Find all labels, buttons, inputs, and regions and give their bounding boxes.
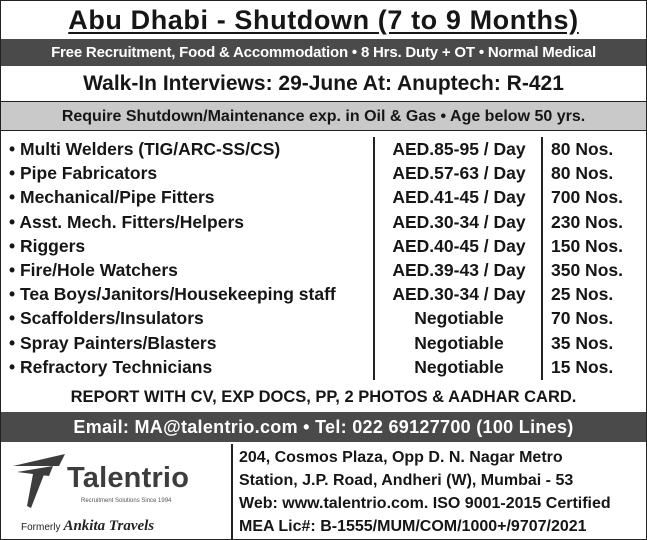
- requirement-bar: Require Shutdown/Maintenance exp. in Oil & Gas • Age below 50 yrs.: [1, 101, 646, 131]
- job-rate: AED.57-63 / Day: [392, 163, 526, 184]
- column-divider: [373, 137, 375, 380]
- walkin-interviews: Walk-In Interviews: 29-June At: Anuptech: R-421: [83, 72, 564, 95]
- job-row: [1, 306, 646, 330]
- job-rate: AED.85-95 / Day: [392, 139, 526, 159]
- job-row: [1, 282, 646, 306]
- column-divider: [541, 137, 543, 380]
- job-quantity: 700 Nos.: [551, 187, 623, 208]
- job-title: • Refractory Technicians: [9, 356, 213, 377]
- address-line: Web: www.talentrio.com. ISO 9001-2015 Certified: [239, 495, 611, 512]
- job-title: • Fire/Hole Watchers: [9, 260, 178, 280]
- ad-title: Abu Dhabi - Shutdown (7 to 9 Months): [68, 5, 579, 35]
- job-quantity: 80 Nos.: [551, 163, 614, 184]
- job-rate: AED.30-34 / Day: [392, 211, 526, 232]
- job-quantity: 35 Nos.: [551, 332, 614, 353]
- job-row: [1, 137, 646, 161]
- job-row: [1, 234, 646, 258]
- address-line: 204, Cosmos Plaza, Opp D. N. Nagar Metro: [239, 449, 563, 466]
- jobs-table: [1, 137, 646, 380]
- job-title: • Multi Welders (TIG/ARC-SS/CS): [9, 139, 281, 159]
- job-quantity: 25 Nos.: [551, 284, 614, 305]
- job-row: [1, 185, 646, 209]
- talentrio-t-logo-icon: [9, 450, 69, 510]
- job-title: • Riggers: [9, 235, 86, 256]
- job-title: • Pipe Fabricators: [9, 163, 158, 184]
- benefits-bar: Free Recruitment, Food & Accommodation • 8 Hrs. Duty + OT • Normal Medical: [1, 39, 646, 66]
- job-quantity: 350 Nos.: [551, 260, 623, 280]
- job-rate: AED.30-34 / Day: [392, 284, 526, 305]
- company-name: Talentrio: [67, 462, 190, 494]
- job-quantity: 150 Nos.: [551, 235, 623, 256]
- job-row: [1, 258, 646, 282]
- job-quantity: 70 Nos.: [551, 308, 614, 329]
- job-quantity: 15 Nos.: [551, 356, 614, 377]
- job-rate: AED.39-43 / Day: [392, 260, 526, 280]
- formerly-note: Formerly Ankita Travels: [21, 518, 155, 534]
- job-row: [1, 210, 646, 234]
- job-title: • Scaffolders/Insulators: [9, 308, 204, 329]
- address-line: MEA Lic#: B-1555/MUM/COM/1000+/9707/2021: [239, 518, 587, 535]
- job-rate: AED.41-45 / Day: [392, 187, 526, 208]
- job-rate: Negotiable: [414, 308, 504, 329]
- job-quantity: 230 Nos.: [551, 211, 623, 232]
- company-logo-block: [1, 444, 233, 540]
- job-row: [1, 331, 646, 355]
- job-row: [1, 355, 646, 379]
- job-rate: Negotiable: [414, 332, 504, 353]
- job-row: [1, 161, 646, 185]
- job-rate: AED.40-45 / Day: [392, 235, 526, 256]
- contact-bar: Email: MA@talentrio.com • Tel: 022 69127700 (100 Lines): [1, 412, 646, 442]
- job-title: • Asst. Mech. Fitters/Helpers: [9, 211, 244, 232]
- job-quantity: 80 Nos.: [551, 139, 614, 159]
- address-line: Station, J.P. Road, Andheri (W), Mumbai - 53: [239, 472, 574, 489]
- job-title: • Tea Boys/Janitors/Housekeeping staff: [9, 284, 336, 305]
- job-title: • Mechanical/Pipe Fitters: [9, 187, 215, 208]
- job-title: • Spray Painters/Blasters: [9, 332, 217, 353]
- report-instructions: REPORT WITH CV, EXP DOCS, PP, 2 PHOTOS & AADHAR CARD.: [70, 388, 577, 406]
- company-tagline: Recruitment Solutions Since 1994: [81, 498, 172, 504]
- company-address: [239, 446, 644, 538]
- job-rate: Negotiable: [414, 356, 504, 377]
